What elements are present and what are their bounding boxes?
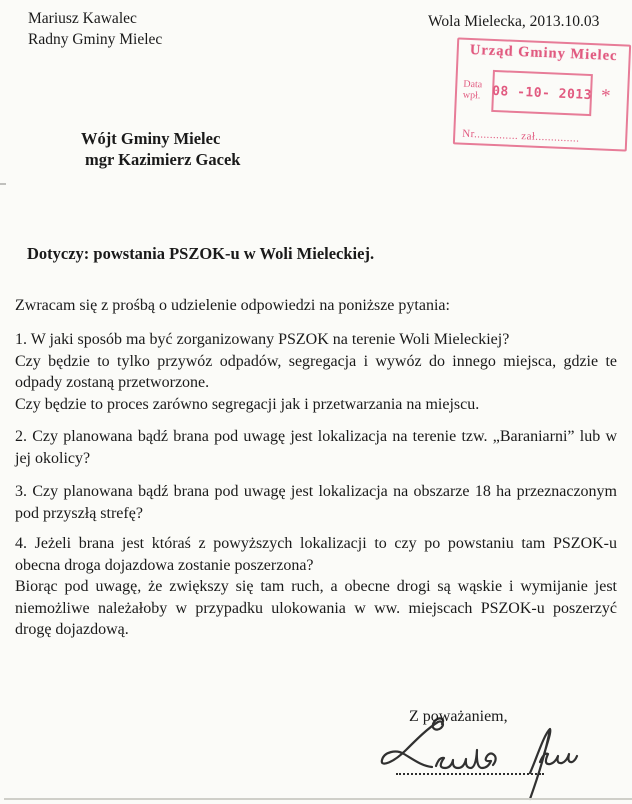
- sender-name: Mariusz Kawalec: [28, 10, 137, 27]
- scan-bottom-edge: [4, 798, 632, 800]
- stamp-asterisk: *: [600, 84, 611, 107]
- question-3: [15, 481, 617, 524]
- stamp-office-name: Urząd Gminy Mielec: [469, 41, 618, 65]
- question-4-paragraph: 4. Jeżeli brana jest któraś z powyższych lokalizacji to czy po powstaniu tam PSZOK-u obecna droga dojazdowa zostanie poszerzona?: [15, 535, 617, 574]
- stamp-date-value: 08 -10- 2013: [491, 70, 593, 116]
- question-4-paragraph: Biorąc pod uwagę, że zwiększy się tam ruch, a obecne drogi są wąskie i wymijanie jest niemożliwe należałoby w przypadku ulokowania w ww. miejscach PSZOK-u poszerzyć drogę dojazdową.: [15, 578, 617, 639]
- signature-flourish-stroke: [382, 718, 443, 767]
- question-2: [15, 426, 617, 469]
- question-1-paragraph: 1. W jaki sposób ma być zorganizowany PSZOK na terenie Woli Mieleckiej?: [15, 331, 510, 348]
- sender-title: Radny Gminy Mielec: [28, 31, 163, 48]
- question-4: [15, 533, 617, 641]
- signature-dotted-line: [396, 764, 544, 775]
- registry-stamp: [453, 37, 631, 151]
- question-1-paragraph: Czy będzie to proces zarówno segregacji jak i przetwarzania na miejscu.: [15, 395, 480, 413]
- intro-line: Zwracam się z prośbą o udzielenie odpowiedzi na poniższe pytania:: [15, 297, 450, 314]
- question-1-paragraph: Czy będzie to tylko przywóz odpadów, segregacja i wywóz do innego miejsca, gdzie te odpady zostaną przetworzone.: [15, 352, 617, 392]
- handwritten-signature: [372, 716, 582, 804]
- stamp-date-label: Data wpł.: [462, 78, 483, 102]
- dateline: Wola Mielecka, 2013.10.03: [428, 13, 600, 30]
- closing-line: Z poważaniem,: [409, 708, 508, 725]
- stamp-nr-line: Nr.............. zał..............: [462, 127, 580, 145]
- recipient-name: Wójt Gminy Mielec: [81, 129, 221, 148]
- stamp-date-row: [460, 67, 624, 120]
- subject-line: Dotyczy: powstania PSZOK-u w Woli Mieleckiej.: [27, 244, 375, 263]
- question-3-paragraph: 3. Czy planowana bądź brana pod uwagę jest lokalizacja na obszarze 18 ha przeznaczonym pod przyszłą strefę?: [15, 483, 617, 522]
- question-2-paragraph: 2. Czy planowana bądź brana pod uwagę jest lokalizacja na terenie tzw. „Baraniarni” lub w jej okolicy?: [15, 428, 617, 467]
- recipient-person: mgr Kazimierz Gacek: [85, 150, 241, 169]
- question-1: [15, 329, 617, 415]
- sender-block: [28, 8, 162, 50]
- scan-edge-artifact: [0, 183, 6, 185]
- recipient-block: [81, 128, 240, 170]
